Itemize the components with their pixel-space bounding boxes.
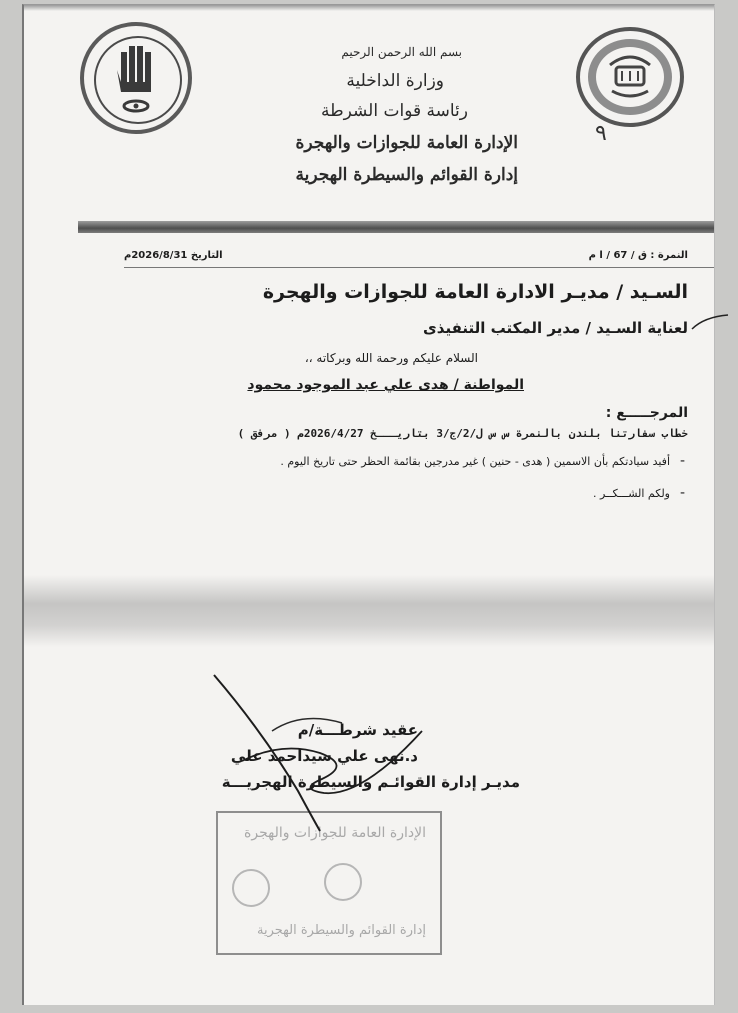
signatory-rank: عقيد شرطـــة/م xyxy=(297,721,418,739)
presidency-name: رئاسة قوات الشرطة xyxy=(320,101,468,121)
reference-label: المرجـــــع : xyxy=(605,405,688,421)
greeting: السلام عليكم ورحمة الله وبركاته ،، xyxy=(304,351,478,365)
department-name: إدارة القوائم والسيطرة الهجرية xyxy=(295,165,518,185)
header-divider xyxy=(78,221,714,233)
signatory-name: د.نهى علي سيداحمد علي xyxy=(230,747,418,765)
police-emblem-seal xyxy=(80,22,192,134)
state-emblem-seal xyxy=(576,27,684,127)
scan-shadow xyxy=(24,5,714,11)
body-item-1: أفيد سيادتكم بأن الاسمين ( هدى - حنين ) غير مدرجين بقائمة الحظر حتى تاريخ اليوم . xyxy=(280,455,670,468)
stamp-top-text: الإدارة العامة للجوازات والهجرة xyxy=(244,825,426,841)
bullet-dash: - xyxy=(680,453,686,469)
body-item-2: ولكم الشـــكــر . xyxy=(592,487,670,500)
stamp-bottom-text: إدارة القوائم والسيطرة الهجرية xyxy=(257,923,426,938)
letter-page xyxy=(22,4,715,1005)
subject-line: المواطنة / هدى علي عبد الموجود محمود xyxy=(247,377,524,393)
date-underline xyxy=(124,267,714,268)
basmala: بسم الله الرحمن الرحيم xyxy=(341,45,462,59)
pen-tick-mark xyxy=(690,313,730,333)
reference-text: خطاب سفارتنا بلندن بالنمرة س س ل/2/ج/3 بتاريـــخ 2026/4/27م ( مرفق ) xyxy=(237,427,688,440)
police-hand-icon xyxy=(84,26,188,130)
directorate-name: الإدارة العامة للجوازات والهجرة xyxy=(295,133,518,153)
reference-number: النمرة : ق / 67 / ا م xyxy=(588,250,688,261)
margin-mark: ٩ xyxy=(595,121,607,146)
bullet-dash: - xyxy=(680,485,686,501)
state-crest-icon xyxy=(580,31,680,123)
letter-date: التاريخ 2026/8/31م xyxy=(124,250,223,261)
handwritten-signature xyxy=(202,671,442,841)
recipient: السـيد / مديـر الادارة العامة للجوازات والهجرة xyxy=(262,281,688,303)
scan-artifact-band xyxy=(24,575,714,647)
attention-line: لعناية السـيد / مدير المكتب التنفيذى xyxy=(423,319,688,337)
signatory-title: مديـر إدارة القوائـم والسيطرة الهجريـــة xyxy=(221,773,520,791)
ministry-name: وزارة الداخلية xyxy=(346,71,444,91)
